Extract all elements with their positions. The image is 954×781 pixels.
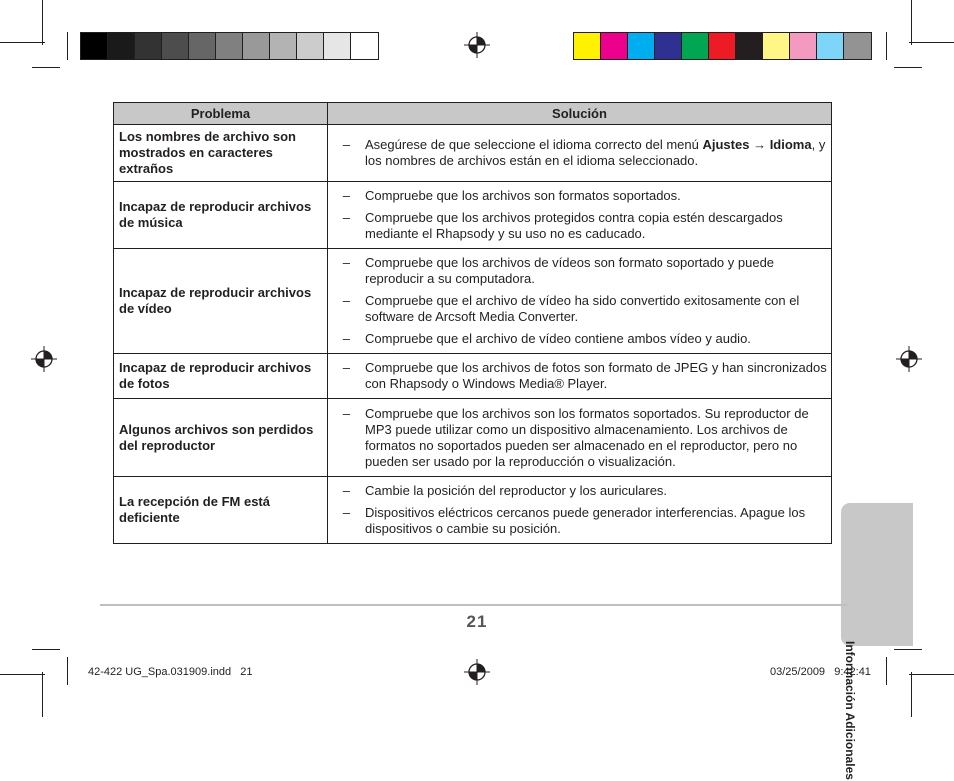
crop-mark [909, 674, 954, 675]
grayscale-color-bar [80, 32, 379, 60]
solution-cell [328, 399, 832, 477]
crop-mark [42, 0, 43, 45]
menu-path-term: Ajustes [702, 137, 750, 152]
crop-mark [909, 42, 954, 43]
color-swatch [574, 33, 601, 59]
solution-item [328, 255, 829, 287]
footer-rule [100, 604, 847, 606]
solution-text [350, 137, 829, 169]
menu-path-term: Idioma [769, 137, 812, 152]
solution-column-header: Solución [328, 103, 832, 125]
registration-target-icon [464, 659, 490, 685]
table-row [114, 249, 832, 354]
crop-mark [886, 657, 887, 685]
problem-cell: Algunos archivos son perdidos del reproductor [114, 399, 328, 477]
crop-mark [42, 672, 43, 717]
crop-mark [911, 672, 912, 717]
solution-text-part: Dispositivos eléctricos cercanos puede generador interferencias. Apague los dispositivos o cambie su posición. [365, 505, 806, 536]
registration-target-icon [31, 346, 57, 372]
solution-text [350, 360, 829, 392]
solution-cell [328, 354, 832, 399]
problem-cell: La recepción de FM está deficiente [114, 477, 328, 544]
problem-cell: Incapaz de reproducir archivos de música [114, 182, 328, 249]
solution-item [328, 360, 829, 392]
solution-text [350, 331, 829, 347]
color-swatch [763, 33, 790, 59]
color-swatch [243, 33, 270, 59]
solution-text-part: Compruebe que el archivo de vídeo ha sido convertido exitosamente con el software de Arcsoft Media Converter. [365, 293, 800, 324]
color-swatch [324, 33, 351, 59]
dash-bullet: – [342, 360, 350, 375]
crop-mark [0, 42, 45, 43]
solution-item [328, 406, 829, 470]
solution-cell [328, 249, 832, 354]
color-swatch [601, 33, 628, 59]
problem-column-header: Problema [114, 103, 328, 125]
solution-item [328, 293, 829, 325]
solution-item [328, 505, 829, 537]
solution-text-part: Compruebe que los archivos son los formatos soportados. Su reproductor de MP3 puede utilizar como un dispositivo almacenamiento. Los archivos de formatos no soportados pueden ser almacenado en el reproductor, pero no pueden ser usado por la reproducción o visualización. [365, 405, 809, 469]
solution-text-part: Compruebe que los archivos de vídeos son formato soportado y puede reproducir a su computadora. [365, 255, 775, 286]
crop-mark [67, 657, 68, 685]
solution-item [328, 483, 829, 499]
color-swatch [817, 33, 844, 59]
solution-text [350, 293, 829, 325]
solution-cell [328, 182, 832, 249]
color-swatch [709, 33, 736, 59]
table-row [114, 182, 832, 249]
solution-item [328, 137, 829, 169]
solution-text [350, 255, 829, 287]
color-swatch [189, 33, 216, 59]
table-header-row [114, 103, 832, 125]
solution-text-part: Compruebe que los archivos son formatos soportados. [365, 188, 681, 203]
section-side-tab [841, 503, 913, 780]
solution-item [328, 331, 829, 347]
color-swatch [844, 33, 871, 59]
solution-text-part: Compruebe que el archivo de vídeo contiene ambos vídeo y audio. [365, 331, 751, 346]
color-swatch [682, 33, 709, 59]
crop-mark [0, 674, 45, 675]
slug-file-info: 42-422 UG_Spa.031909.indd 21 [88, 666, 253, 678]
solution-item [328, 188, 829, 204]
solution-cell [328, 477, 832, 544]
crop-mark [32, 649, 60, 650]
page-number: 21 [466, 612, 488, 631]
dash-bullet: – [342, 405, 350, 421]
solution-text-part: Compruebe que los archivos de fotos son formato de JPEG y han sincronizados con Rhapsody o Windows Media® Player. [365, 360, 827, 391]
color-swatch [162, 33, 189, 59]
dash-bullet: – [342, 331, 350, 346]
crop-mark [894, 649, 922, 650]
color-swatch [81, 33, 108, 59]
color-swatch [135, 33, 162, 59]
color-swatch [297, 33, 324, 59]
dash-bullet: – [342, 483, 350, 498]
solution-text [350, 188, 829, 204]
color-swatch [790, 33, 817, 59]
color-swatch [655, 33, 682, 59]
registration-target-icon [464, 32, 490, 58]
dash-bullet: – [342, 188, 350, 203]
color-swatch [270, 33, 297, 59]
solution-text-part: , y los nombres de archivos están en el idioma seleccionado. [365, 137, 826, 168]
troubleshooting-table [113, 102, 832, 544]
dash-bullet: – [342, 505, 350, 520]
solution-cell [328, 125, 832, 182]
dash-bullet: – [342, 210, 350, 225]
table-row [114, 399, 832, 477]
solution-text-part: → [749, 137, 770, 152]
dash-bullet: – [342, 137, 350, 152]
solution-item [328, 210, 829, 242]
dash-bullet: – [342, 293, 350, 308]
color-swatch [351, 33, 378, 59]
table-row [114, 354, 832, 399]
dash-bullet: – [342, 255, 350, 270]
process-color-bar [573, 32, 872, 60]
color-swatch [736, 33, 763, 59]
slug-datetime: 03/25/2009 9:42:41 [770, 666, 871, 678]
solution-text [350, 406, 829, 470]
solution-text-part: Compruebe que los archivos protegidos contra copia estén descargados mediante el Rhapsody y su uso no es caducado. [365, 210, 783, 241]
table-row [114, 125, 832, 182]
solution-text [350, 483, 829, 499]
solution-text [350, 505, 829, 537]
registration-target-icon [896, 346, 922, 372]
section-tab-label: Información Adicionales [843, 641, 857, 780]
color-swatch [216, 33, 243, 59]
crop-mark [886, 32, 887, 60]
table-row [114, 477, 832, 544]
color-swatch [108, 33, 135, 59]
color-swatch [628, 33, 655, 59]
crop-mark [67, 32, 68, 60]
solution-text [350, 210, 829, 242]
problem-cell: Los nombres de archivo son mostrados en caracteres extraños [114, 125, 328, 182]
crop-mark [911, 0, 912, 45]
problem-cell: Incapaz de reproducir archivos de vídeo [114, 249, 328, 354]
crop-mark [894, 67, 922, 68]
crop-mark [32, 67, 60, 68]
problem-cell: Incapaz de reproducir archivos de fotos [114, 354, 328, 399]
solution-text-part: Asegúrese de que seleccione el idioma correcto del menú [365, 137, 703, 152]
solution-text-part: Cambie la posición del reproductor y los auriculares. [365, 483, 668, 498]
